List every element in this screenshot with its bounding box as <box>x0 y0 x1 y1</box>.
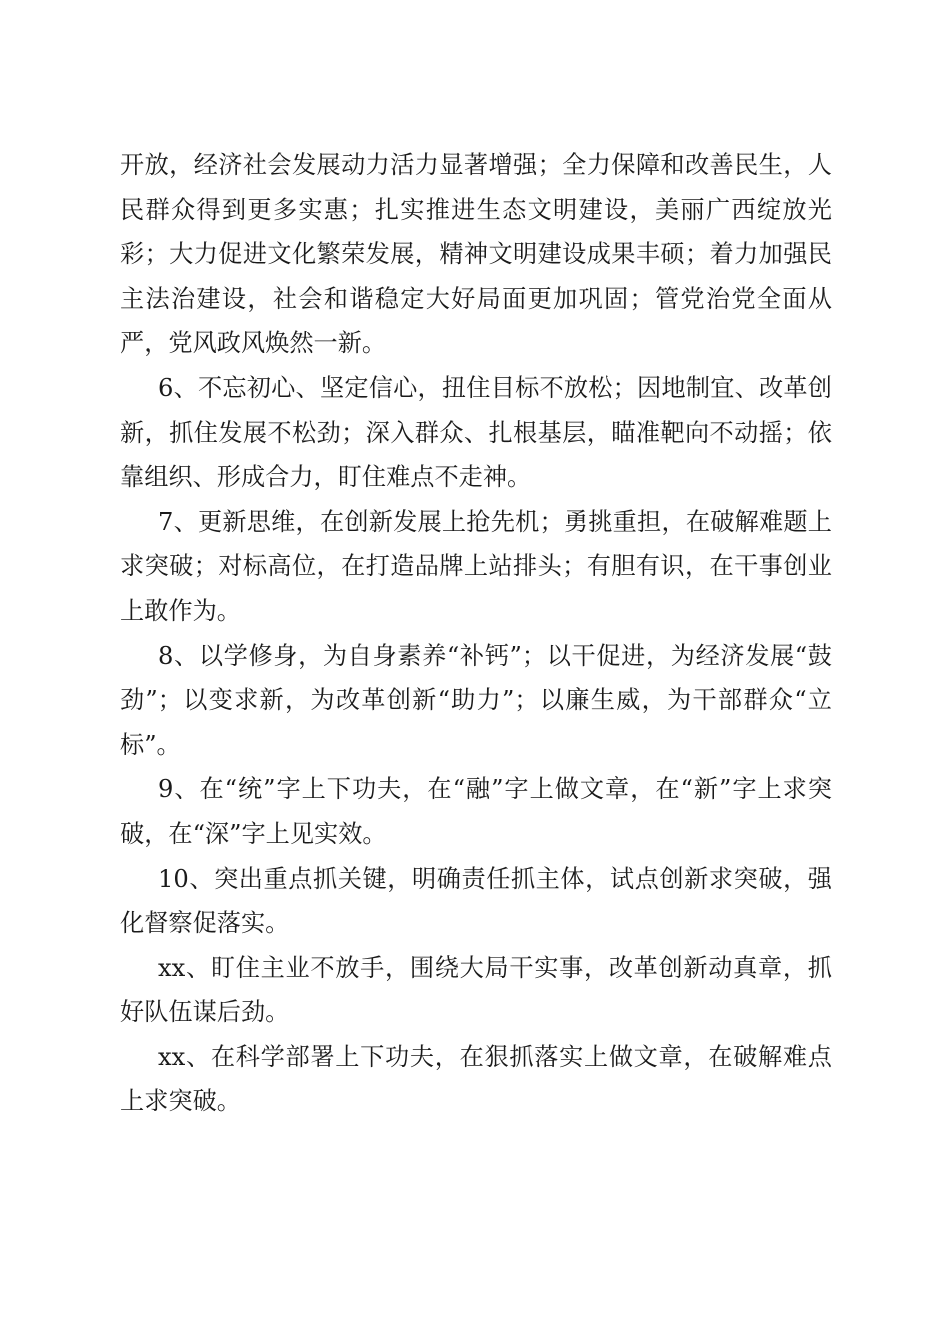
paragraph-item-xx-1: xx、盯住主业不放手，围绕大局干实事，改革创新动真章，抓好队伍谋后劲。 <box>120 953 832 1027</box>
paragraph-item-9: 9、在“统”字上下功夫，在“融”字上做文章，在“新”字上求突破，在“深”字上见实效。 <box>120 775 832 848</box>
paragraph-item-8: 8、以学修身，为自身素养“补钙”；以干促进，为经济发展“鼓劲”；以变求新，为改革创新“助力”；以廉生威，为干部群众“立标”。 <box>120 641 832 759</box>
paragraph-item-xx-2: xx、在科学部署上下功夫，在狠抓落实上做文章，在破解难点上求突破。 <box>120 1042 832 1116</box>
paragraph-item-10: 10、突出重点抓关键，明确责任抓主体，试点创新求突破，强化督察促落实。 <box>120 864 832 938</box>
paragraph-item-7: 7、更新思维，在创新发展上抢先机；勇挑重担，在破解难题上求突破；对标高位，在打造品牌上站排头；有胆有识，在干事创业上敢作为。 <box>120 507 832 625</box>
paragraph-continuation: 开放，经济社会发展动力活力显著增强；全力保障和改善民生，人民群众得到更多实惠；扎实推进生态文明建设，美丽广西绽放光彩；大力促进文化繁荣发展，精神文明建设成果丰硕；着力加强民主法治建设，社会和谐稳定大好局面更加巩固；管党治党全面从严，党风政风焕然一新。 <box>120 151 832 358</box>
document-body <box>120 143 832 1124</box>
paragraph-item-6: 6、不忘初心、坚定信心，扭住目标不放松；因地制宜、改革创新，抓住发展不松劲；深入群众、扎根基层，瞄准靶向不动摇；依靠组织、形成合力，盯住难点不走神。 <box>120 373 832 492</box>
